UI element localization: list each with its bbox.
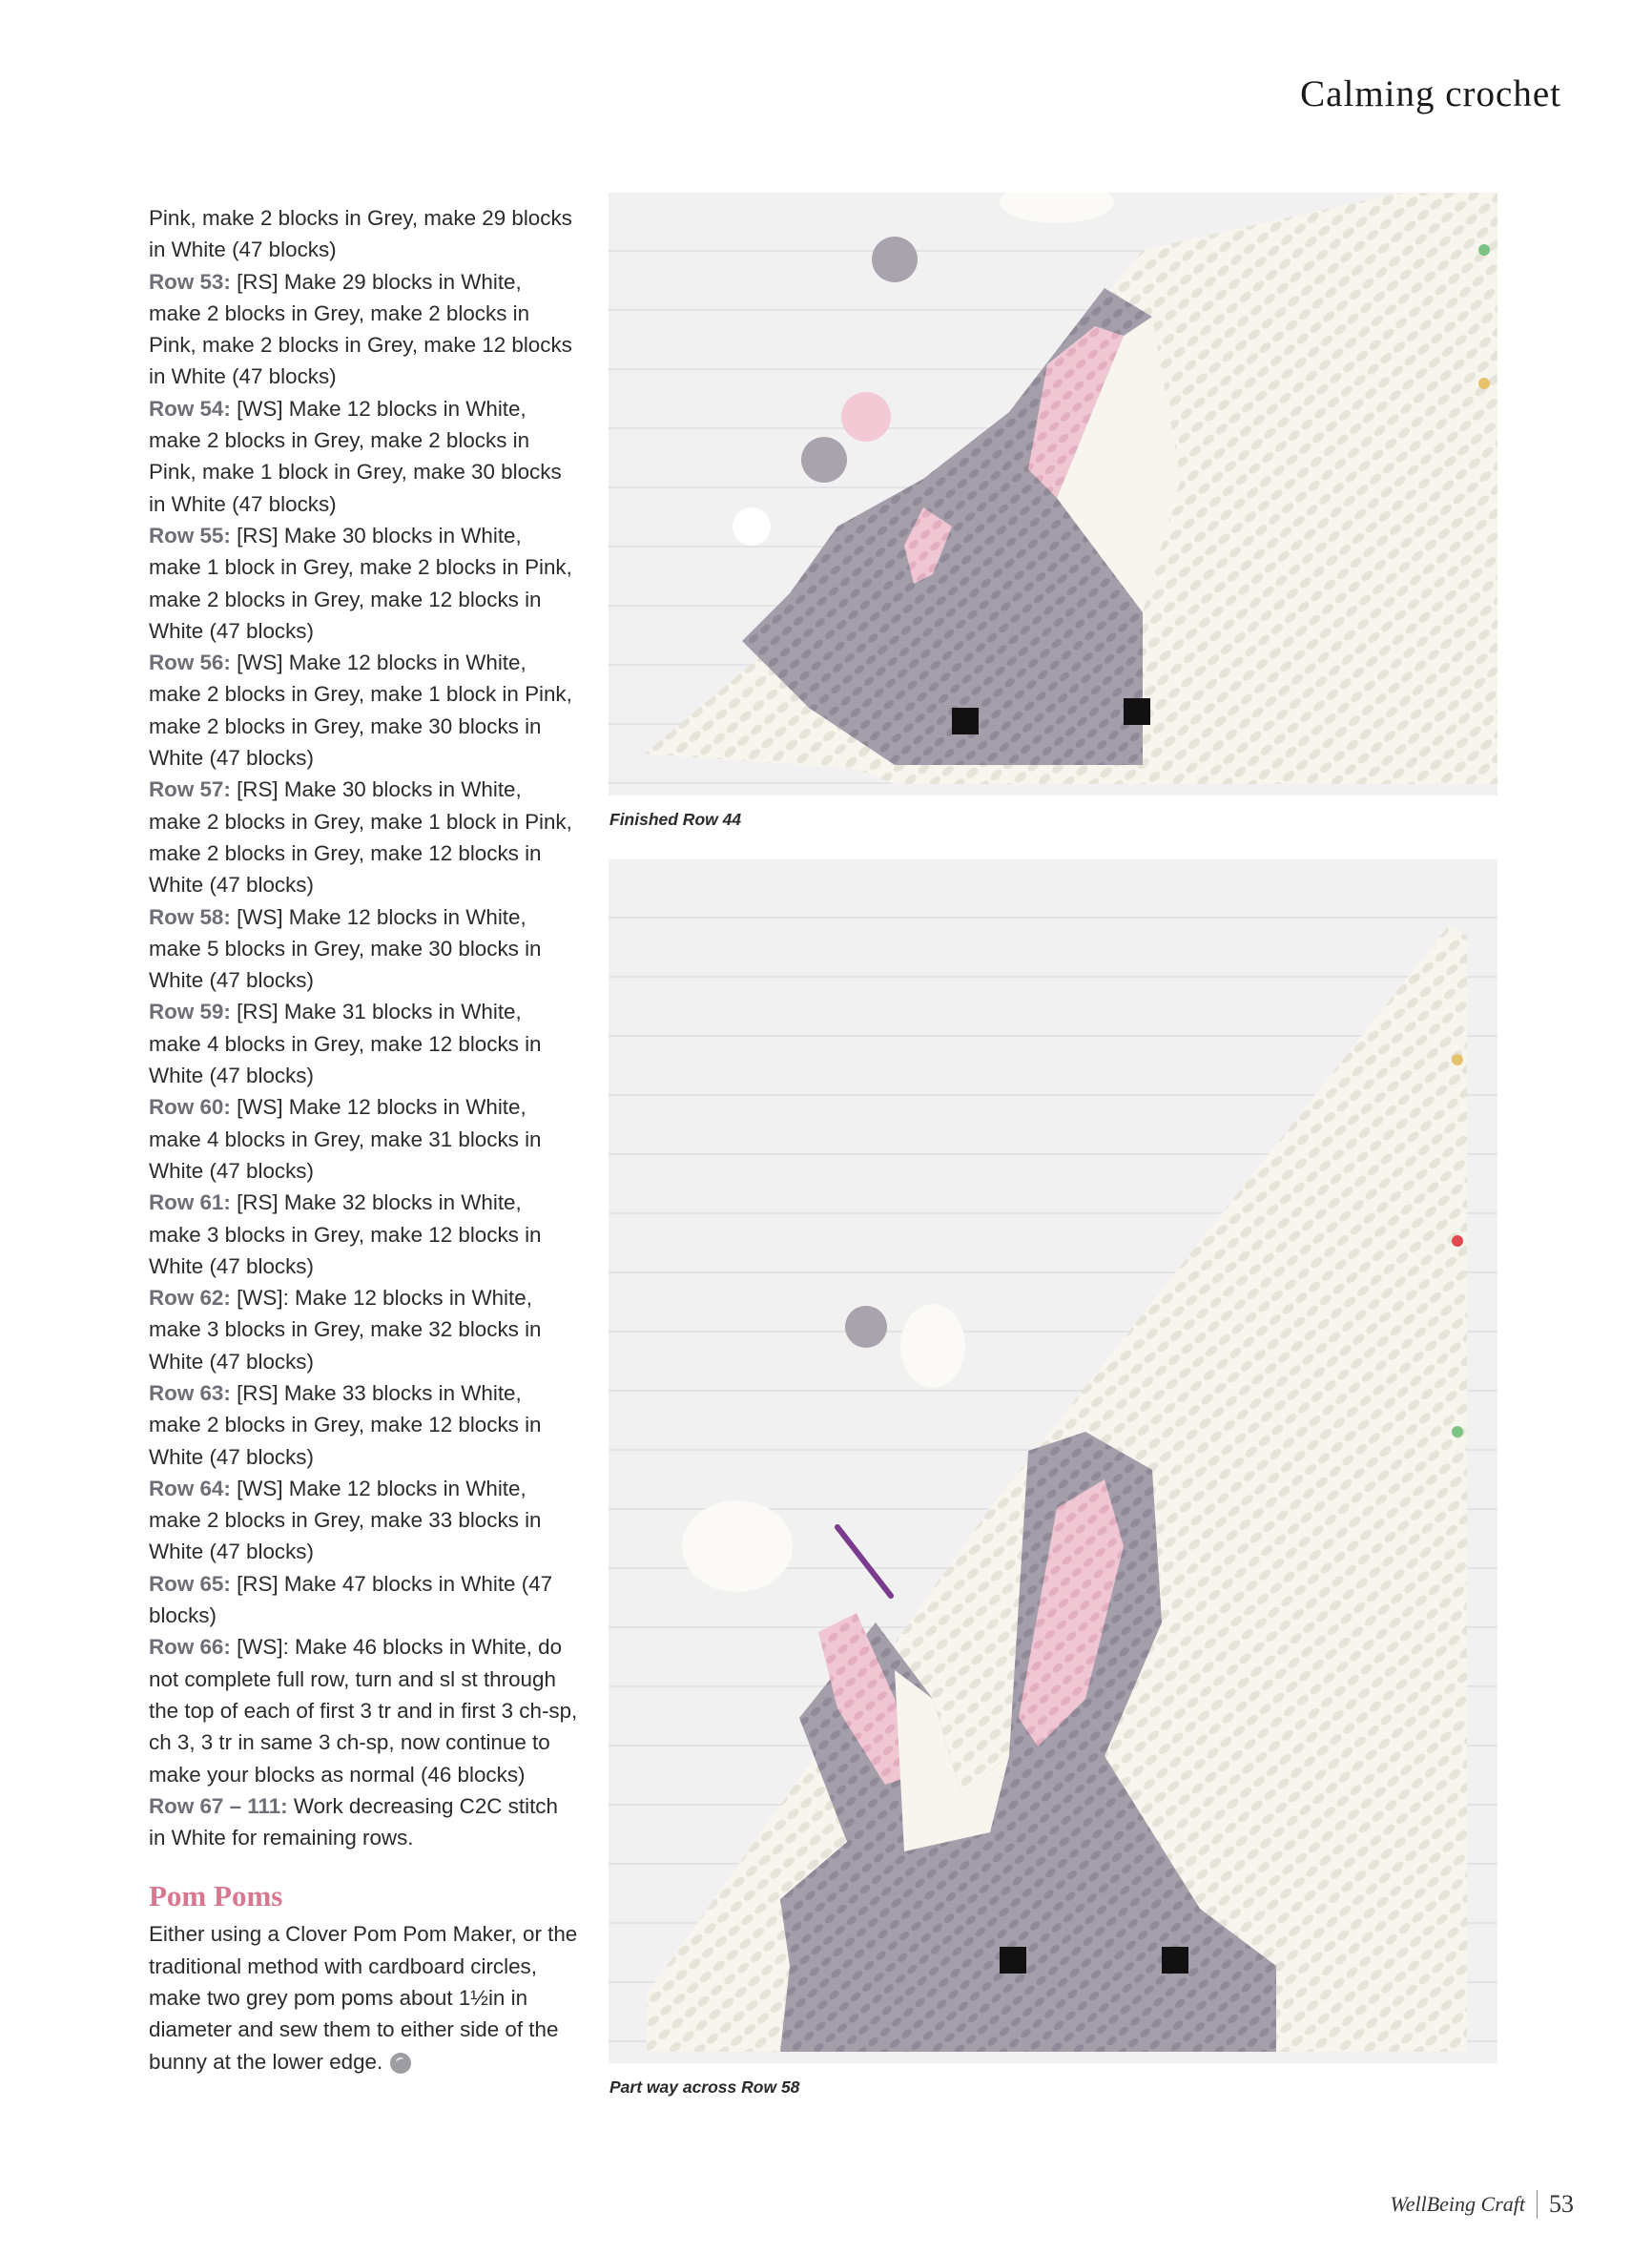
pom-poms-heading: Pom Poms bbox=[149, 1879, 283, 1913]
row-text: [WS] Make 12 blocks in White, make 2 blocks in Grey, make 1 block in Pink, make 2 blocks in Grey, make 30 blocks in White (47 blocks) bbox=[149, 651, 572, 771]
magazine-name: WellBeing Craft bbox=[1390, 2192, 1525, 2216]
pom-poms-body: Either using a Clover Pom Pom Maker, or the traditional method with cardboard circles, make two grey pom poms about 1½in in diameter and sew them to either side of the bunny at the lower edge. bbox=[149, 1922, 578, 2074]
row-text: [RS] Make 29 blocks in White, make 2 blocks in Grey, make 2 blocks in Pink, make 2 blocks in Grey, make 12 blocks in White (47 blocks) bbox=[149, 269, 572, 389]
bunny-eye-left bbox=[952, 708, 979, 734]
row-text: [RS] Make 30 blocks in White, make 2 blocks in Grey, make 1 block in Pink, make 2 blocks in Grey, make 12 blocks in White (47 blocks) bbox=[149, 777, 572, 898]
row-text: Work decreasing C2C stitch in White for remaining rows. bbox=[149, 1793, 558, 1850]
row-label: Row 58: bbox=[149, 904, 231, 929]
row-label: Row 54: bbox=[149, 396, 231, 421]
row-text: [WS] Make 12 blocks in White, make 2 blocks in Grey, make 33 blocks in White (47 blocks) bbox=[149, 1476, 542, 1564]
row-instruction bbox=[149, 1091, 578, 1187]
row-label: Row 61: bbox=[149, 1190, 231, 1215]
row-text: [RS] Make 32 blocks in White, make 3 blocks in Grey, make 12 blocks in White (47 blocks) bbox=[149, 1190, 542, 1278]
footer-divider bbox=[1537, 2190, 1538, 2219]
row-text: [WS]: Make 12 blocks in White, make 3 blocks in Grey, make 32 blocks in White (47 blocks) bbox=[149, 1286, 542, 1374]
row-instruction bbox=[149, 1631, 578, 1789]
row-label: Row 57: bbox=[149, 777, 231, 802]
grey-yarn-ball bbox=[801, 437, 847, 483]
grey-yarn-ball bbox=[845, 1306, 887, 1348]
page-number: 53 bbox=[1549, 2190, 1574, 2218]
row-instruction bbox=[149, 1187, 578, 1282]
row-label: Row 56: bbox=[149, 651, 231, 675]
stitch-marker-green bbox=[1478, 244, 1490, 256]
row-label: Row 66: bbox=[149, 1635, 231, 1660]
row-label: Row 63: bbox=[149, 1380, 231, 1405]
pom-poms-text bbox=[149, 1918, 578, 2077]
stitch-marker-yellow bbox=[1478, 378, 1490, 389]
row-instruction bbox=[149, 1568, 578, 1632]
photo-caption-2: Part way across Row 58 bbox=[609, 2077, 800, 2097]
yarn-ball-end-icon bbox=[390, 2053, 411, 2074]
instruction-intro: Pink, make 2 blocks in Grey, make 29 blocks in White (47 blocks) bbox=[149, 206, 572, 262]
row-instruction bbox=[149, 266, 578, 393]
row-instruction bbox=[149, 774, 578, 900]
row-label: Row 67 – 111: bbox=[149, 1793, 288, 1818]
photo-finished-row-44 bbox=[609, 193, 1497, 796]
row-text: [RS] Make 30 blocks in White, make 1 block in Grey, make 2 blocks in Pink, make 2 blocks in Grey, make 12 blocks in White (47 blocks) bbox=[149, 523, 572, 643]
stitch-marker-yellow bbox=[1452, 1054, 1463, 1065]
row-label: Row 55: bbox=[149, 523, 231, 548]
row-label: Row 60: bbox=[149, 1095, 231, 1120]
row-instruction bbox=[149, 393, 578, 520]
row-label: Row 53: bbox=[149, 269, 231, 294]
row-text: [RS] Make 31 blocks in White, make 4 blocks in Grey, make 12 blocks in White (47 blocks) bbox=[149, 1000, 542, 1088]
row-text: [WS]: Make 46 blocks in White, do not complete full row, turn and sl st through the top of each of first 3 tr and in first 3 ch-sp, ch 3, 3 tr in same 3 ch-sp, now continue to make your blocks as normal (46 blocks) bbox=[149, 1635, 578, 1787]
row-text: [RS] Make 33 blocks in White, make 2 blocks in Grey, make 12 blocks in White (47 blocks) bbox=[149, 1380, 542, 1469]
white-pom-pom bbox=[733, 507, 771, 546]
row-instruction bbox=[149, 647, 578, 774]
row-label: Row 62: bbox=[149, 1286, 231, 1311]
stitch-marker-red bbox=[1452, 1235, 1463, 1247]
bunny-eye-right bbox=[1124, 698, 1150, 725]
row-instruction bbox=[149, 901, 578, 997]
pattern-instructions bbox=[149, 202, 578, 2077]
page-footer bbox=[1390, 2190, 1574, 2219]
bunny-eye-left bbox=[1000, 1947, 1026, 1974]
row-instruction bbox=[149, 1473, 578, 1568]
row-label: Row 65: bbox=[149, 1571, 231, 1596]
row-text: [RS] Make 47 blocks in White (47 blocks) bbox=[149, 1571, 553, 1628]
grey-yarn-skein bbox=[872, 237, 918, 282]
section-title: Calming crochet bbox=[1300, 73, 1561, 114]
row-text: [WS] Make 12 blocks in White, make 4 blocks in Grey, make 31 blocks in White (47 blocks) bbox=[149, 1095, 542, 1183]
white-pom-pom bbox=[900, 1304, 965, 1388]
row-text: [WS] Make 12 blocks in White, make 5 blocks in Grey, make 30 blocks in White (47 blocks) bbox=[149, 904, 542, 993]
photo-part-way-row-58 bbox=[609, 859, 1497, 2063]
row-instruction bbox=[149, 1790, 578, 1854]
bunny-eye-right bbox=[1162, 1947, 1188, 1974]
row-instruction bbox=[149, 1282, 578, 1377]
stitch-marker-green bbox=[1452, 1426, 1463, 1437]
row-instruction bbox=[149, 996, 578, 1091]
row-label: Row 64: bbox=[149, 1476, 231, 1500]
crochet-photo-1 bbox=[609, 193, 1497, 796]
white-yarn-skein bbox=[682, 1500, 793, 1592]
row-label: Row 59: bbox=[149, 1000, 231, 1024]
row-instruction bbox=[149, 1377, 578, 1473]
photo-caption-1: Finished Row 44 bbox=[609, 810, 742, 829]
row-text: [WS] Make 12 blocks in White, make 2 blocks in Grey, make 2 blocks in Pink, make 1 block in Grey, make 30 blocks in White (47 blocks) bbox=[149, 396, 562, 516]
row-instruction bbox=[149, 520, 578, 647]
pink-yarn-ball bbox=[841, 392, 891, 442]
crochet-photo-2 bbox=[609, 859, 1497, 2063]
